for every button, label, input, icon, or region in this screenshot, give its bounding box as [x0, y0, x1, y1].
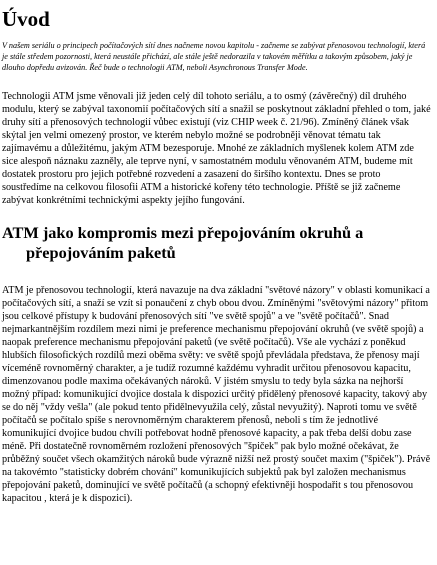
- document-page: [2, 0, 431, 505]
- body-paragraph-2: ATM je přenosovou technologií, která navazuje na dva základní "světové názory" v oblasti komunikací a počítačových sítí, a snaží se vzít si ponaučení z chyb obou dvou. Zmíněnými "světovými názory" přitom jsou celkové přístupy k budování přenosových sítí "ve světě spojů" a ve "světě počítačů". Snad nejmarkantnějším rozdílem mezi nimi je preference mechanismu přepojování okruhů (ve světě spojů) a naopak preference mechanismu přepojování paketů (ve světě počítačů). Vše ale vychází z poněkud hlubších filosofických rozdílů mezi oběma světy: ve světě spojů převládala představa, že přenosy mají víceméně rovnoměrný charakter, a je tudíž rozumné každému vyhradit určitou přenosovou kapacitu, dimenzovanou podle maxima očekávaných nároků. V jistém smyslu to tedy byla sázka na nejhorší možný případ: komunikující dvojice dostala k dispozici určitý přidělený přenosové kapacity, takový aby se do něj "vždy vešla" (ale pokud tento přidělnevyužila celý, zůstal nevyužitý). Naproti tomu ve světě počítačů se počítalo spíše s nerovnoměrným charakterem přenosů, neboli s tím že jednotlivé komunikující dvojice budou chvíli potřebovat hodně přenosové kapacity, a pak třeba delší dobu zase méně. Při dostatečně rovnoměrném rozložení přenosových "špiček" pak bylo možné očekávat, že průběžný součet všech okamžitých nároků bude výrazně nižší než prostý součet maxim ("špiček"). Právě na takovémto "statisticky dobrém chování" komunikujících subjektů pak byl založen mechanismus přepojování paketů, dominující ve světě počítačů (a schopný efektivněji hospodařit s tou přenosovou kapacitou , která je k dispozici).: [2, 285, 431, 504]
- page-title: Úvod: [2, 7, 50, 31]
- body-paragraph-1: Technologii ATM jsme věnovali již jeden celý díl tohoto seriálu, a to osmý (závěrečný) díl druhého modulu, který se zabýval taxonomií počítačových sítí a snažil se poskytnout základní přehled o tom, jaké druhy sítí a přenosových technologií vůbec existují (viz CHIP week č. 21/96). Zmíněný článek však skýtal jen velmi omezený prostor, ve kterém nebylo možné se podrobněji věnovat tématu tak zajímavému a důležitému, jakým ATM bezesporuje. Mnohé ze základních myšlenek kolem ATM zde sice alespoň náznaku zazněly, ale teprve nyní, v samostatném modulu věnovaném ATM, budeme mít dostatek prostoru pro jejich potřebné rozvedení a zasazení do širšího kontextu. Dnes se proto soustředíme na celkovou filosofii ATM a historické kořeny této technologie. Příště se již začneme zabývat konkrétními technickými aspekty jejího fungování.: [2, 91, 431, 206]
- section-heading: ATM jako kompromis mezi přepojováním okruhů a přepojováním paketů: [2, 223, 364, 262]
- intro-paragraph: V našem seriálu o principech počítačových sítí dnes načneme novou kapitolu - začneme se zabývat přenosovou technologií, která je stále středem pozornosti, která neustále přichází, ale stále ještě nedorazila v takovém měřítku a takovým způsobem, jaký je dlouho dopředu avizován. Řeč bude o technologii ATM, neboli Asynchronous Transfer Mode.: [2, 41, 426, 72]
